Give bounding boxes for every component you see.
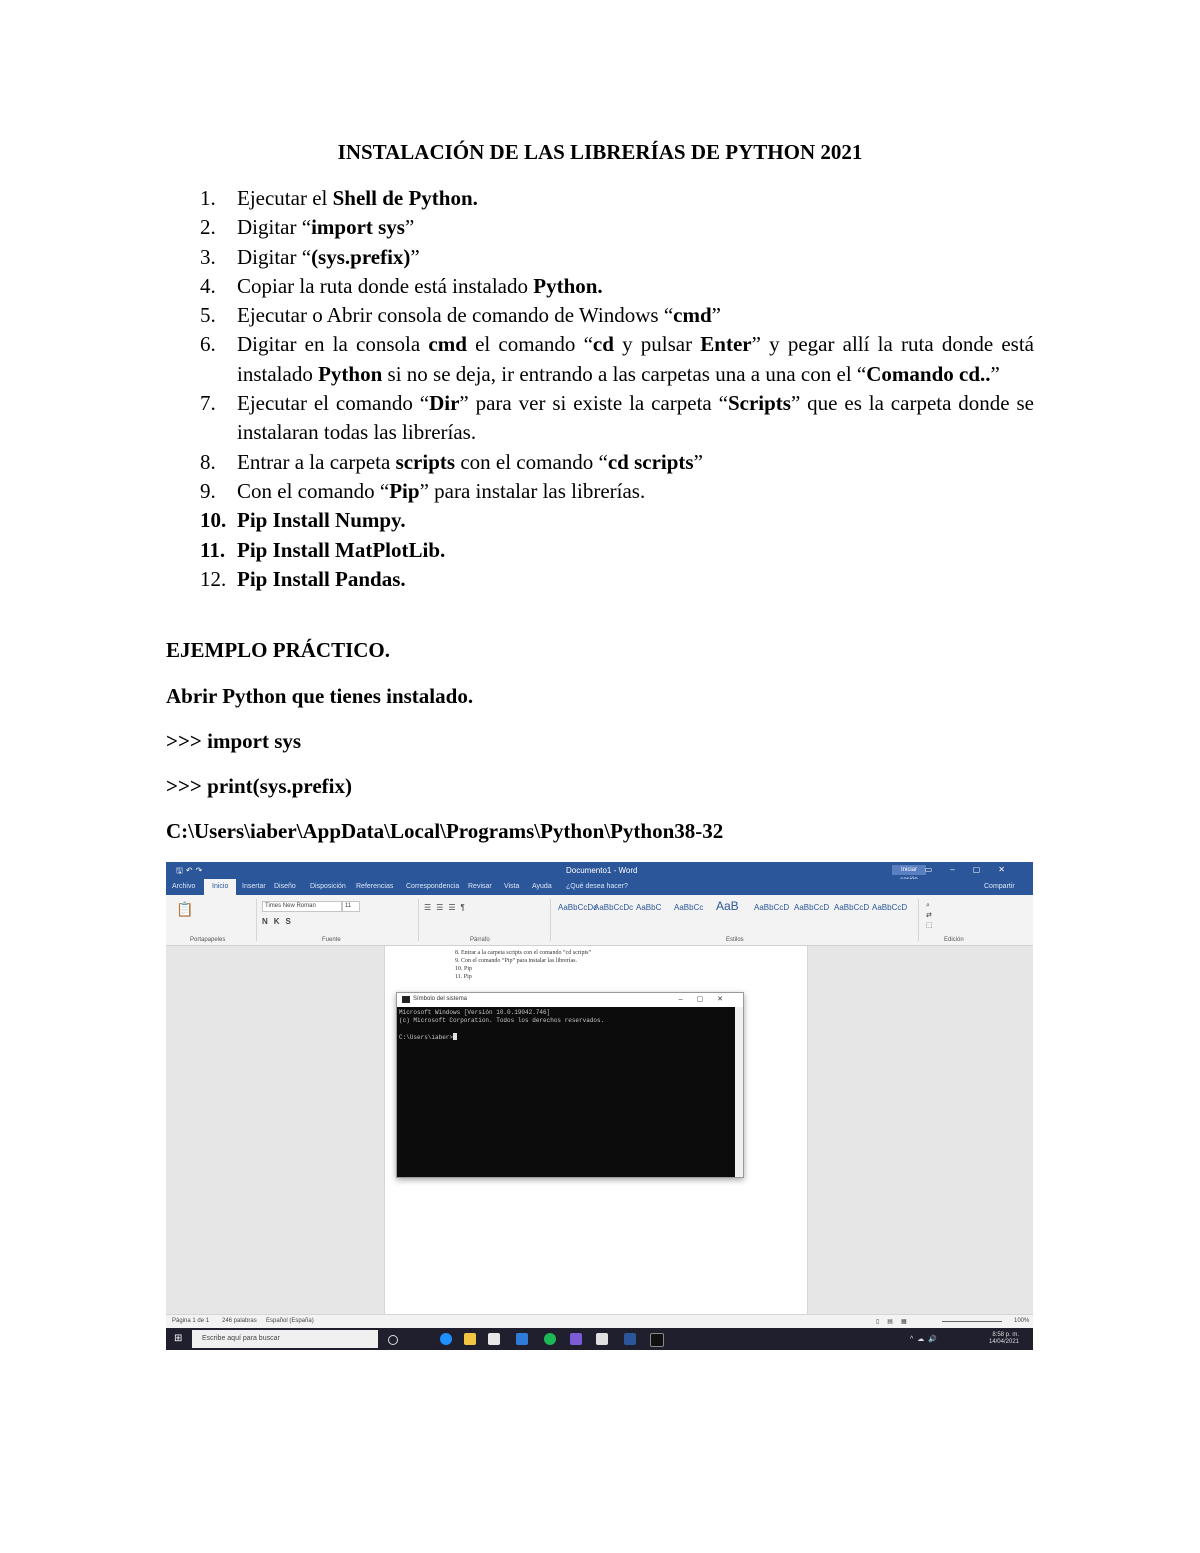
step-number: 6. bbox=[200, 332, 216, 357]
edge-icon[interactable] bbox=[440, 1333, 452, 1345]
python-path: C:\Users\iaber\AppData\Local\Programs\Python\Python38-32 bbox=[166, 819, 724, 843]
tray-icons[interactable]: ^☁🔊 bbox=[910, 1336, 942, 1343]
list-item: 10. Pip Install Numpy. bbox=[168, 506, 1034, 535]
list-item: 5. Ejecutar o Abrir consola de comando de Windows “cmd” bbox=[168, 301, 1034, 330]
word-titlebar bbox=[166, 862, 1033, 879]
font-name-select[interactable]: Times New Roman bbox=[262, 901, 342, 912]
list-item: 6. Digitar en la consola cmd el comando “cd y pulsar Enter” y pegar allí la ruta donde está instalado Python si no se deja, ir entrando a las carpetas una a una con el “Comando cd..” bbox=[200, 332, 1035, 386]
teams-icon[interactable] bbox=[570, 1333, 582, 1345]
cmd-window-controls[interactable]: –▢✕ bbox=[678, 996, 737, 1003]
style-sin-espaciado[interactable]: AaBbCcDc bbox=[594, 903, 634, 912]
word-statusbar bbox=[166, 1314, 1033, 1329]
tray-clock[interactable]: 8:58 p. m. 14/04/2021 bbox=[988, 1332, 1019, 1345]
example-heading: EJEMPLO PRÁCTICO. bbox=[166, 638, 391, 662]
cmd-prompt-row bbox=[399, 1033, 735, 1042]
list-item: 7. Ejecutar el comando “Dir” para ver si existe la carpeta “Scripts” que es la carpeta donde se instalaran todas las librerías. bbox=[200, 391, 1035, 445]
cmd-scrollbar[interactable] bbox=[735, 1007, 743, 1177]
cmd-title: Símbolo del sistema bbox=[413, 996, 468, 1002]
open-python-text: Abrir Python que tienes instalado. bbox=[166, 684, 474, 708]
cmd-titlebar bbox=[397, 993, 743, 1007]
paste-icon[interactable]: 📋 bbox=[176, 901, 194, 917]
paragraph-buttons[interactable]: ☰☰☰¶ bbox=[424, 903, 470, 912]
step-number: 3. bbox=[200, 244, 216, 269]
font-size-select[interactable]: 11 bbox=[342, 901, 360, 912]
ribbon-separator bbox=[256, 899, 257, 941]
step-number: 8. bbox=[200, 449, 216, 474]
word-screenshot bbox=[166, 862, 1033, 1350]
format-buttons[interactable]: NKS bbox=[262, 917, 297, 926]
tab-ayuda[interactable]: Ayuda bbox=[532, 883, 552, 890]
group-fuente: Fuente bbox=[322, 937, 341, 943]
store-icon[interactable] bbox=[488, 1333, 500, 1345]
doc-line: 10. Pip bbox=[455, 966, 473, 972]
tab-vista[interactable]: Vista bbox=[504, 883, 520, 890]
cmd-prompt: C:\Users\iaber> bbox=[399, 1034, 454, 1041]
word-doc-title: Documento1 - Word bbox=[566, 866, 638, 875]
tab-diseno[interactable]: Diseño bbox=[274, 883, 296, 890]
status-words: 246 palabras bbox=[222, 1318, 257, 1324]
list-item: 12. Pip Install Pandas. bbox=[168, 565, 1034, 594]
print-command: >>> print(sys.prefix) bbox=[166, 774, 353, 798]
step-number: 1. bbox=[200, 186, 216, 210]
ribbon-separator bbox=[418, 899, 419, 941]
group-estilos: Estilos bbox=[726, 937, 744, 943]
list-item: 8. Entrar a la carpeta scripts con el comando “cd scripts” bbox=[168, 448, 1034, 477]
view-buttons[interactable]: ▯▤▦ bbox=[876, 1319, 915, 1325]
edit-buttons[interactable]: ⌕ ⇄ ⬚ bbox=[926, 902, 933, 929]
cmd-console[interactable] bbox=[397, 1007, 735, 1177]
ribbon-separator bbox=[918, 899, 919, 941]
cmd-window[interactable] bbox=[396, 992, 744, 1178]
tab-archivo[interactable]: Archivo bbox=[172, 883, 196, 890]
quick-access-icons: 🖫↶↷ bbox=[176, 866, 206, 875]
step-number: 5. bbox=[200, 303, 216, 328]
style-enfasis[interactable]: AaBbCcD bbox=[794, 903, 830, 912]
style-enfasis-int[interactable]: AaBbCcD bbox=[834, 903, 870, 912]
step-number: 10. bbox=[200, 508, 227, 533]
style-titulo1[interactable]: AaBbC bbox=[636, 903, 662, 912]
taskbar-search[interactable]: Escribe aquí para buscar bbox=[192, 1330, 378, 1348]
step-number: 2. bbox=[200, 215, 216, 240]
windows-taskbar bbox=[166, 1328, 1033, 1350]
doc-line: 9. Con el comando “Pip” para instalar las librerías. bbox=[455, 958, 577, 964]
list-item: 11. Pip Install MatPlotLib. bbox=[168, 536, 1034, 565]
tab-referencias[interactable]: Referencias bbox=[356, 883, 394, 890]
document-title: INSTALACIÓN DE LAS LIBRERÍAS DE PYTHON 2021 bbox=[337, 140, 863, 164]
ribbon-tabs bbox=[166, 879, 1033, 895]
word-icon[interactable] bbox=[624, 1333, 636, 1345]
spotify-icon[interactable] bbox=[544, 1333, 556, 1345]
tab-correspondencia[interactable]: Correspondencia bbox=[406, 883, 460, 890]
status-page: Página 1 de 1 bbox=[172, 1318, 210, 1324]
list-item: 4. Copiar la ruta donde está instalado Python. bbox=[168, 272, 1034, 301]
cmd-taskbar-icon[interactable] bbox=[650, 1333, 664, 1347]
cmd-line: (c) Microsoft Corporation. Todos los derechos reservados. bbox=[399, 1017, 605, 1024]
step-number: 11. bbox=[200, 537, 226, 562]
ribbon bbox=[166, 895, 1033, 946]
steps-list bbox=[168, 184, 1034, 594]
doc-line: 8. Entrar a la carpeta scripts con el comando “cd scripts” bbox=[455, 950, 592, 956]
list-item: 3. Digitar “(sys.prefix)” bbox=[168, 243, 1034, 272]
login-button[interactable]: Iniciar bbox=[892, 865, 926, 875]
step-number: 4. bbox=[200, 273, 216, 298]
group-edicion: Edición bbox=[944, 937, 964, 943]
zoom-slider[interactable] bbox=[942, 1321, 1002, 1322]
status-language: Español (España) bbox=[266, 1318, 314, 1324]
tab-inicio[interactable]: Inicio bbox=[204, 879, 236, 895]
step-number: 7. bbox=[200, 391, 216, 416]
step-number: 12. bbox=[200, 566, 227, 591]
list-item: 2. Digitar “import sys” bbox=[168, 213, 1034, 242]
mail-icon[interactable] bbox=[516, 1333, 528, 1345]
list-item: 1. Ejecutar el Shell de Python. bbox=[168, 184, 1034, 213]
tell-me-box[interactable]: ¿Qué desea hacer? bbox=[566, 883, 628, 890]
group-parrafo: Párrafo bbox=[470, 937, 490, 943]
style-normal[interactable]: AaBbCcDc bbox=[558, 903, 598, 912]
window-controls[interactable]: ▭–▢✕ bbox=[924, 865, 1023, 874]
windows-start-icon[interactable]: ⊞ bbox=[174, 1333, 183, 1344]
style-titulo[interactable]: AaB bbox=[716, 899, 739, 913]
style-titulo2[interactable]: AaBbCc bbox=[674, 903, 704, 912]
share-button[interactable]: Compartir bbox=[984, 883, 1015, 890]
ribbon-separator bbox=[550, 899, 551, 941]
cmd-line bbox=[399, 1025, 735, 1033]
app-icon[interactable] bbox=[596, 1333, 608, 1345]
cmd-icon bbox=[402, 996, 410, 1003]
step-number: 9. bbox=[200, 478, 216, 503]
doc-line: 11. Pip bbox=[455, 974, 472, 980]
tab-revisar[interactable]: Revisar bbox=[468, 883, 492, 890]
cmd-line: Microsoft Windows [Versión 10.0.19042.746] bbox=[399, 1009, 551, 1016]
tab-insertar[interactable]: Insertar bbox=[242, 883, 266, 890]
list-item: 9. Con el comando “Pip” para instalar las librerías. bbox=[168, 477, 1034, 506]
zoom-level: 100% bbox=[1014, 1318, 1030, 1324]
cursor-icon bbox=[453, 1033, 457, 1040]
cortana-icon[interactable] bbox=[388, 1335, 398, 1345]
tab-disposicion[interactable]: Disposición bbox=[310, 883, 346, 890]
style-subtitulo[interactable]: AaBbCcD bbox=[754, 903, 790, 912]
import-command: >>> import sys bbox=[166, 729, 302, 753]
style-texto[interactable]: AaBbCcD bbox=[872, 903, 908, 912]
group-portapapeles: Portapapeles bbox=[190, 937, 226, 943]
file-explorer-icon[interactable] bbox=[464, 1333, 476, 1345]
